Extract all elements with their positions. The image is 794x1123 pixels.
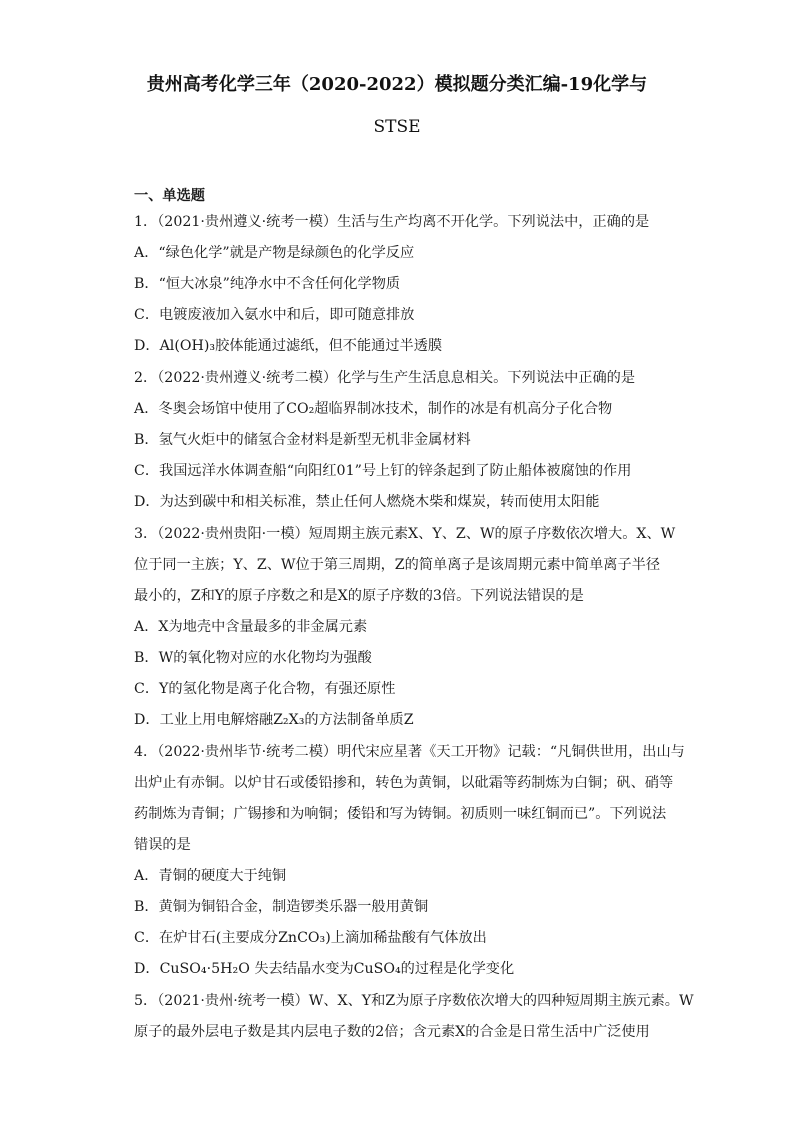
question-4-stem-line4: 错误的是: [134, 837, 191, 853]
question-1-stem: 1．（2021·贵州遵义·统考一模）生活与生产均离不开化学。下列说法中，正确的是: [134, 214, 650, 230]
question-3-option-c: C．Y的氢化物是离子化合物，有强还原性: [134, 681, 396, 697]
question-5-stem-line2: 原子的最外层电子数是其内层电子数的2倍；含元素X的合金是日常生活中广泛使用: [134, 1024, 650, 1040]
question-4-option-a: A．青铜的硬度大于纯铜: [134, 868, 287, 884]
question-2-stem: 2．（2022·贵州遵义·统考二模）化学与生产生活息息相关。下列说法中正确的是: [134, 370, 636, 386]
question-4-stem-line2: 出炉止有赤铜。以炉甘石或倭铅掺和，转色为黄铜，以砒霜等药制炼为白铜；矾、硝等: [134, 775, 674, 791]
question-2-option-d: D．为达到碳中和相关标准，禁止任何人燃烧木柴和煤炭，转而使用太阳能: [134, 494, 600, 510]
question-2-option-a: A．冬奥会场馆中使用了CO₂超临界制冰技术，制作的冰是有机高分子化合物: [134, 401, 613, 417]
question-5-stem-line1: 5．（2021·贵州·统考一模）W、X、Y和Z为原子序数依次增大的四种短周期主族元素。W: [134, 993, 694, 1009]
question-1-option-d: D．Al(OH)₃胶体能通过滤纸，但不能通过半透膜: [134, 338, 443, 354]
question-3-option-d: D．工业上用电解熔融Z₂X₃的方法制备单质Z: [134, 712, 414, 728]
question-3-option-a: A．X为地壳中含量最多的非金属元素: [134, 619, 368, 635]
question-3-stem-line1: 3．（2022·贵州贵阳·一模）短周期主族元素X、Y、Z、W的原子序数依次增大。X、W: [134, 526, 676, 542]
question-4-stem-line3: 药制炼为青铜；广锡掺和为响铜；倭铅和写为铸铜。初质则一味红铜而已”。下列说法: [134, 806, 667, 822]
question-3-option-b: B．W的氧化物对应的水化物均为强酸: [134, 650, 372, 666]
question-2-option-c: C．我国远洋水体调查船“向阳红01”号上钉的锌条起到了防止船体被腐蚀的作用: [134, 463, 632, 479]
question-2-option-b: B．氢气火炬中的储氢合金材料是新型无机非金属材料: [134, 432, 471, 448]
question-1-option-a: A．“绿色化学”就是产物是绿颜色的化学反应: [134, 245, 415, 261]
question-4-stem-line1: 4．（2022·贵州毕节·统考二模）明代宋应星著《天工开物》记载：“凡铜供世用，出山与: [134, 744, 685, 760]
question-4-option-d: D．CuSO₄·5H₂O 失去结晶水变为CuSO₄的过程是化学变化: [134, 961, 515, 977]
question-1-option-b: B．“恒大冰泉”纯净水中不含任何化学物质: [134, 276, 401, 292]
question-3-stem-line2: 位于同一主族；Y、Z、W位于第三周期，Z的简单离子是该周期元素中简单离子半径: [134, 557, 661, 573]
section-heading: 一、单选题: [134, 188, 205, 204]
page-title-line1: 贵州高考化学三年（2020-2022）模拟题分类汇编-19化学与: [146, 74, 648, 95]
page-title-line2: STSE: [373, 117, 421, 137]
question-3-stem-line3: 最小的，Z和Y的原子序数之和是X的原子序数的3倍。下列说法错误的是: [134, 588, 584, 604]
question-1-option-c: C．电镀废液加入氨水中和后，即可随意排放: [134, 307, 415, 323]
question-4-option-b: B．黄铜为铜铅合金，制造锣类乐器一般用黄铜: [134, 899, 429, 915]
question-4-option-c: C．在炉甘石(主要成分ZnCO₃)上滴加稀盐酸有气体放出: [134, 930, 487, 946]
